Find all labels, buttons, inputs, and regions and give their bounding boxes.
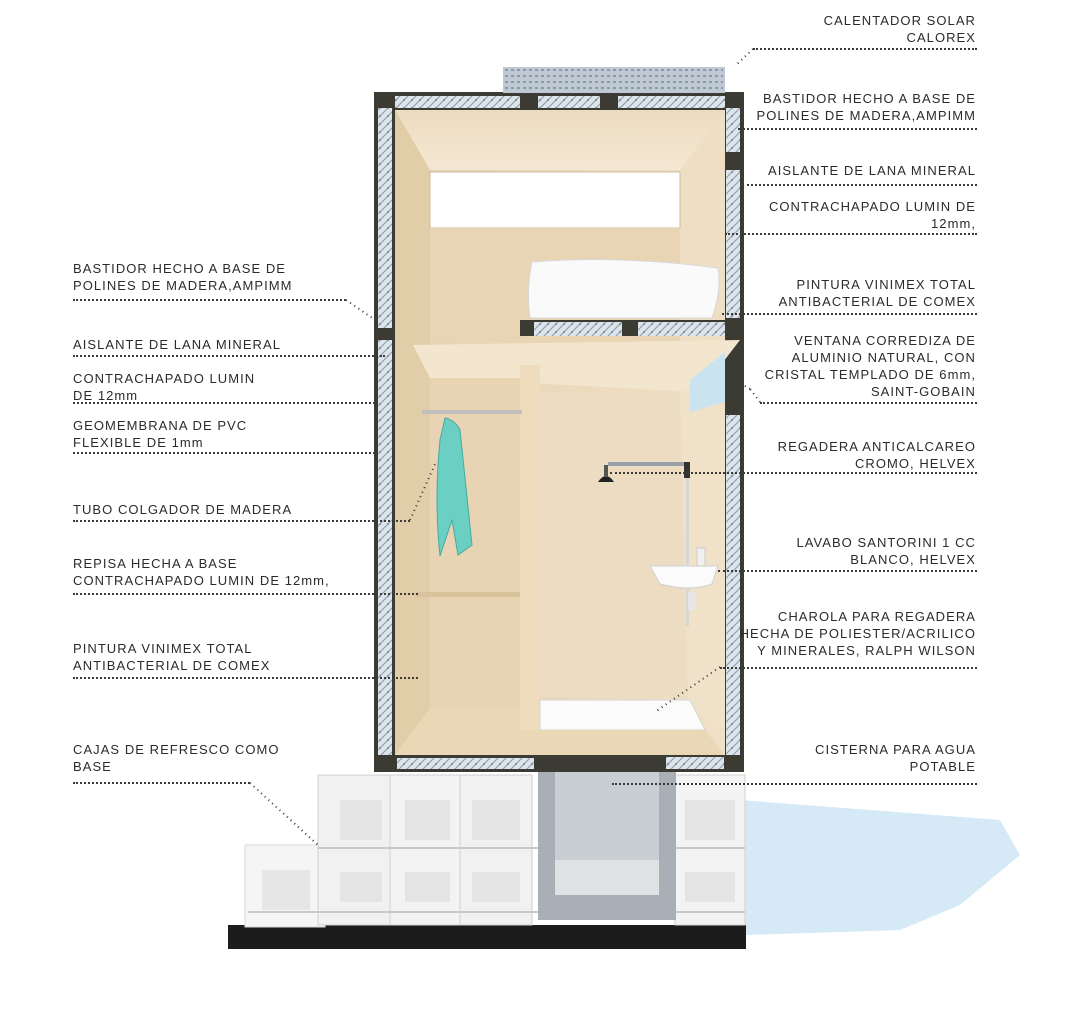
divider-wall	[520, 365, 540, 730]
leader-geomembrana	[73, 452, 375, 454]
leader-pintura-left	[73, 677, 418, 679]
label-repisa: REPISA HECHA A BASE CONTRACHAPADO LUMIN DE 12mm,	[73, 556, 330, 588]
label-charola: CHAROLA PARA REGADERA HECHA DE POLIESTER/ACRILICO Y MINERALES, RALPH WILSON	[739, 609, 976, 658]
shower-tray	[540, 700, 705, 730]
leader-bastidor-right	[738, 128, 977, 130]
label-regadera: REGADERA ANTICALCAREO CROMO, HELVEX	[777, 439, 976, 471]
leader-cisterna	[612, 783, 977, 785]
hanging-rod	[422, 410, 522, 414]
solar-heater	[503, 67, 725, 93]
roof-insulation	[395, 96, 725, 108]
leader-aislante-right	[742, 184, 977, 186]
label-pintura-right: PINTURA VINIMEX TOTAL ANTIBACTERIAL DE COMEX	[778, 277, 976, 309]
label-bastidor-left: BASTIDOR HECHO A BASE DE POLINES DE MADERA,AMPIMM	[73, 261, 293, 293]
label-geomembrana: GEOMEMBRANA DE PVC FLEXIBLE DE 1mm	[73, 418, 248, 450]
ceiling	[395, 110, 725, 170]
floor-insulation	[397, 757, 537, 769]
label-cajas-refresco: CAJAS DE REFRESCO COMO BASE	[73, 742, 280, 774]
clerestory-window	[430, 172, 680, 228]
leader-calentador	[753, 48, 977, 50]
leader-pintura-right	[722, 313, 977, 315]
label-cisterna: CISTERNA PARA AGUA POTABLE	[815, 742, 976, 774]
leader-lavabo	[718, 570, 977, 572]
label-contrachapado-right: CONTRACHAPADO LUMIN DE 12mm,	[768, 199, 976, 231]
label-ventana-corrediza: VENTANA CORREDIZA DE ALUMINIO NATURAL, CON CRISTAL TEMPLADO DE 6mm, SAINT-GOBAIN	[764, 333, 976, 399]
leader-regadera	[610, 472, 977, 474]
ground-shadow	[740, 800, 1020, 935]
base-slab	[228, 925, 746, 949]
leader-tubo	[73, 520, 410, 522]
right-wall-insulation	[726, 108, 740, 152]
leader-ventana	[760, 402, 977, 404]
leader-aislante-left	[73, 355, 385, 357]
shelf	[415, 592, 520, 597]
label-pintura-left: PINTURA VINIMEX TOTAL ANTIBACTERIAL DE COMEX	[73, 641, 271, 673]
label-bastidor-right: BASTIDOR HECHO A BASE DE POLINES DE MADERA,AMPIMM	[756, 91, 976, 123]
label-aislante-left: AISLANTE DE LANA MINERAL	[73, 337, 281, 352]
label-contrachapado-left: CONTRACHAPADO LUMIN DE 12mm	[73, 371, 256, 403]
label-calentador-solar: CALENTADOR SOLAR CALOREX	[823, 13, 976, 45]
label-lavabo: LAVABO SANTORINI 1 CC BLANCO, HELVEX	[796, 535, 976, 567]
label-tubo-colgador: TUBO COLGADOR DE MADERA	[73, 502, 293, 517]
leader-contrachapado-right	[725, 233, 977, 235]
leader-repisa	[73, 593, 418, 595]
mattress	[528, 260, 719, 318]
label-aislante-right: AISLANTE DE LANA MINERAL	[768, 163, 976, 178]
leader-cajas	[73, 782, 250, 784]
leader-charola	[720, 667, 977, 669]
leader-bastidor-left	[73, 299, 346, 301]
left-wall-insulation	[378, 108, 392, 328]
